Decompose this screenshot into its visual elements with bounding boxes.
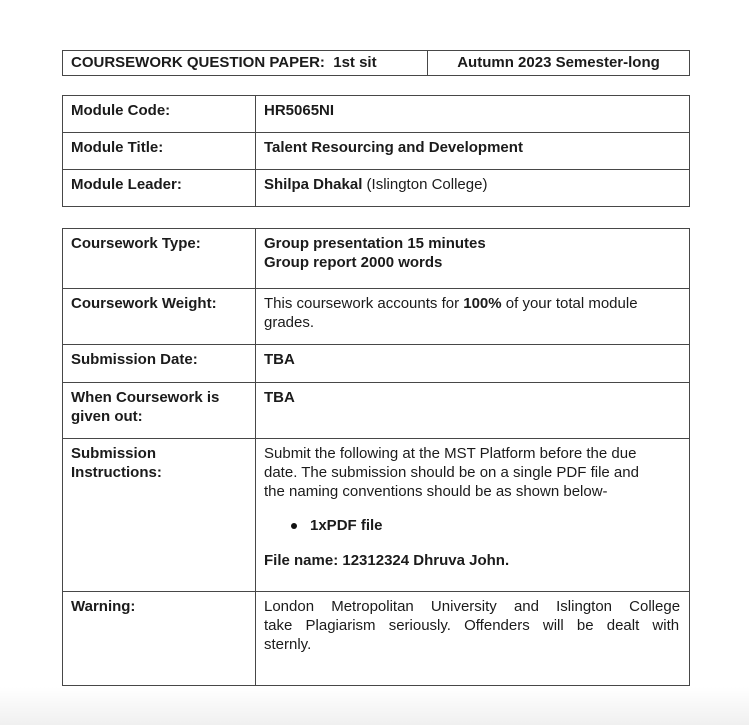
coursework-weight-label: Coursework Weight: [63,289,256,345]
warning-text-line1: London Metropolitan University and Islington College [264,598,681,615]
weight-text-before: This coursework accounts for [264,295,464,312]
instructions-paragraph-line3: the naming conventions should be as shown below- [264,483,608,500]
warning-text [256,592,690,686]
instructions-label-line2: Instructions: [71,464,162,481]
header-table [62,50,690,76]
coursework-type-value [256,229,690,289]
given-out-label-line2: given out: [71,408,143,425]
document-page [62,50,690,686]
coursework-weight-row [63,289,690,345]
instructions-paragraph-line2: date. The submission should be on a single PDF file and [264,464,639,481]
module-leader-label: Module Leader: [63,170,256,207]
module-leader-value [256,170,690,207]
weight-percentage: 100% [463,295,502,312]
instructions-label-line1: Submission [71,445,157,462]
submission-date-label: Submission Date: [63,345,256,383]
leader-affiliation: (Islington College) [362,176,488,193]
module-code-row [63,96,690,133]
module-title-row [63,133,690,170]
given-out-value: TBA [256,383,690,439]
coursework-details-table [62,228,690,686]
submission-date-value: TBA [256,345,690,383]
module-code-label: Module Code: [63,96,256,133]
warning-text-line2: take Plagiarism seriously. Offenders will be dealt with [264,617,680,634]
instructions-paragraph-line1: Submit the following at the MST Platform before the due [264,445,637,462]
coursework-weight-value [256,289,690,345]
page-bottom-shadow [0,687,749,725]
paper-title: COURSEWORK QUESTION PAPER: 1st sit [63,51,428,76]
file-name-line: File name: 12312324 Dhruva John. [264,552,510,569]
warning-row [63,592,690,686]
given-out-row [63,383,690,439]
coursework-type-line1: Group presentation 15 minutes [264,235,486,252]
semester-label: Autumn 2023 Semester-long [428,51,690,76]
weight-text-after: of your total module grades. [264,295,638,331]
coursework-type-row [63,229,690,289]
given-out-label [63,383,256,439]
warning-label: Warning: [63,592,256,686]
module-info-table [62,95,690,207]
bullet-list-item [291,516,681,535]
coursework-type-line2: Group report 2000 words [264,254,443,271]
module-leader-row [63,170,690,207]
submission-instructions-row [63,439,690,592]
given-out-label-line1: When Coursework is [71,389,220,406]
submission-date-row [63,345,690,383]
module-title-label: Module Title: [63,133,256,170]
module-code-value: HR5065NI [256,96,690,133]
warning-text-line3: sternly. [264,636,312,653]
submission-instructions-label [63,439,256,592]
instructions-paragraph [264,444,681,501]
module-title-value: Talent Resourcing and Development [256,133,690,170]
coursework-type-label: Coursework Type: [63,229,256,289]
header-row [63,51,690,76]
bullet-item-text: 1xPDF file [310,517,383,534]
bullet-icon [291,523,297,529]
submission-instructions-value [256,439,690,592]
leader-name: Shilpa Dhakal [264,176,363,193]
